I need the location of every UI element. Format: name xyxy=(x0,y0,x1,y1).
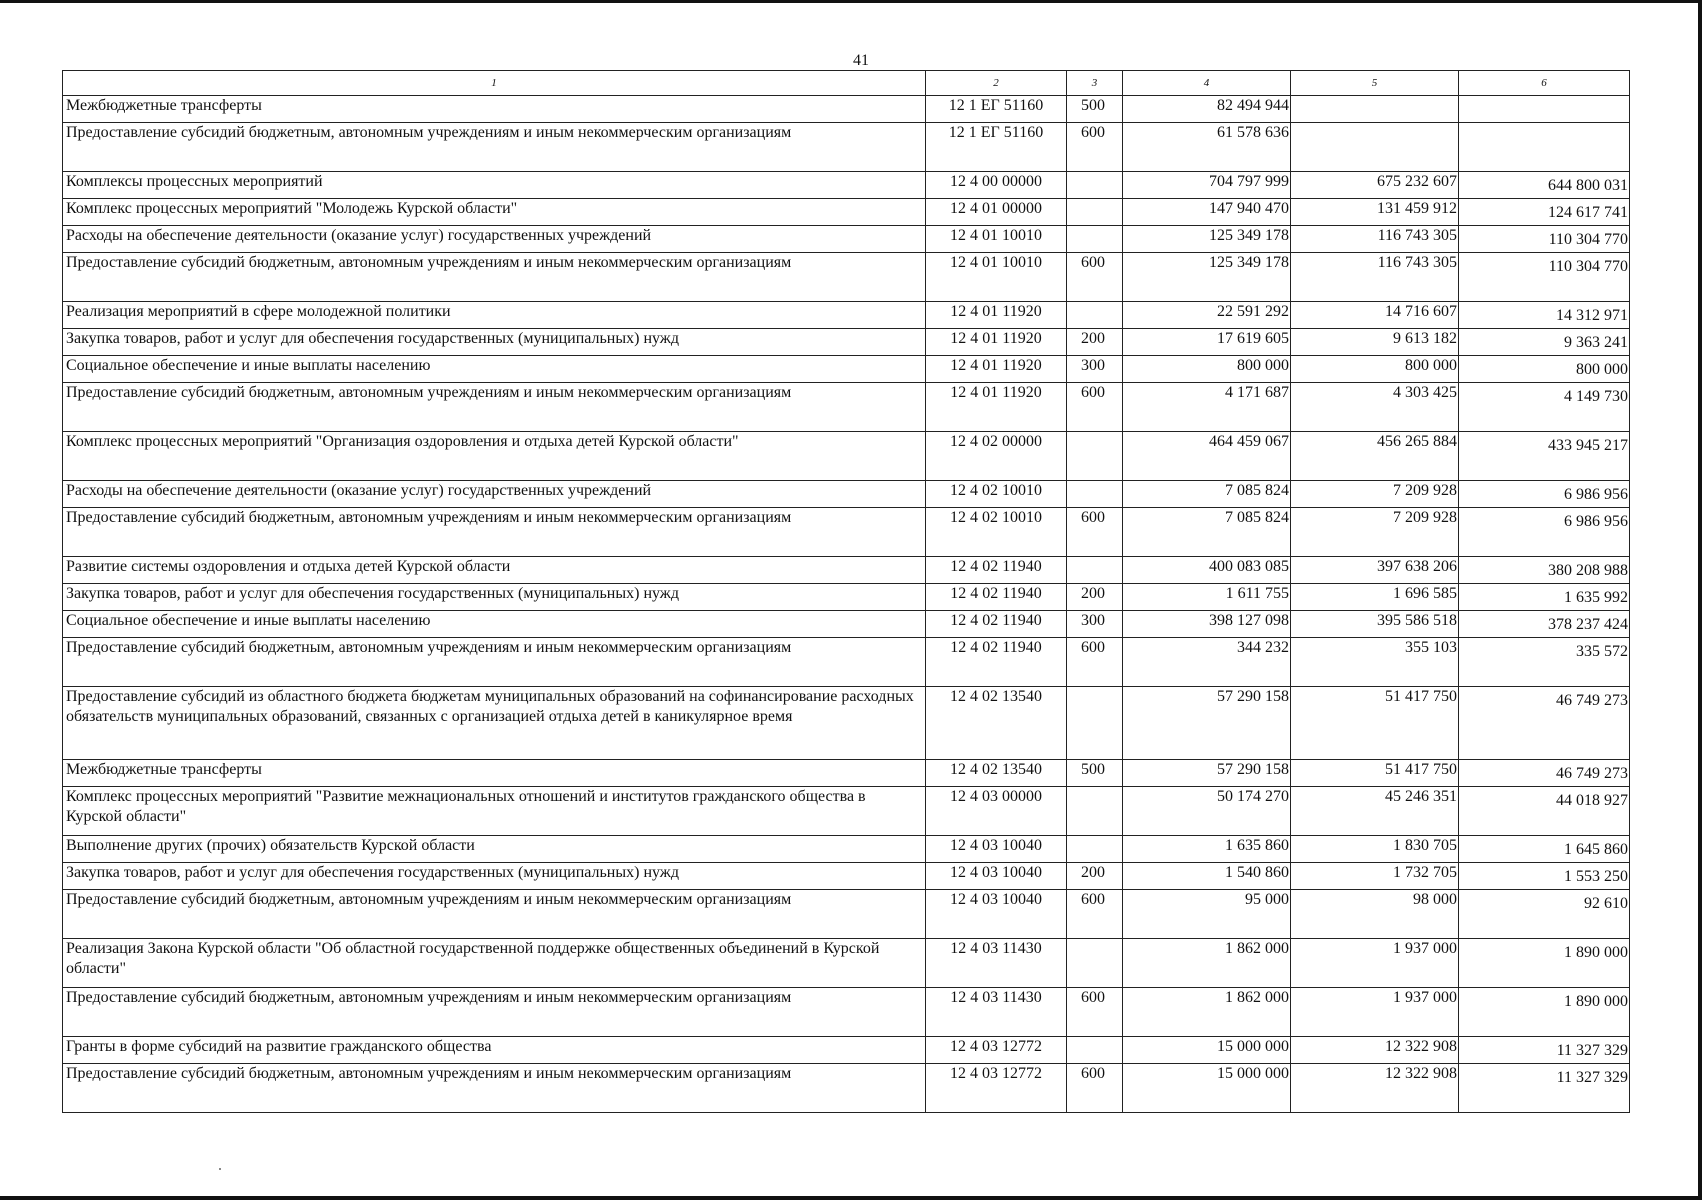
row-name-cell: Предоставление субсидий бюджетным, автономным учреждениям и иным некоммерческим организациям xyxy=(63,383,926,432)
row-value-6-cell: 46 749 273 xyxy=(1459,687,1630,760)
row-type-cell xyxy=(1067,787,1123,836)
row-code-cell: 12 4 03 10040 xyxy=(926,836,1067,863)
header-col-2: 2 xyxy=(926,71,1067,96)
row-name-cell: Комплекс процессных мероприятий "Организация оздоровления и отдыха детей Курской области" xyxy=(63,432,926,481)
row-value-5-cell: 4 303 425 xyxy=(1291,383,1459,432)
row-type-cell: 600 xyxy=(1067,123,1123,172)
row-code-cell: 12 4 02 11940 xyxy=(926,611,1067,638)
row-name-cell: Предоставление субсидий бюджетным, автономным учреждениям и иным некоммерческим организациям xyxy=(63,253,926,302)
row-code-cell: 12 1 ЕГ 51160 xyxy=(926,123,1067,172)
header-col-1: 1 xyxy=(63,71,926,96)
table-row xyxy=(63,226,1630,253)
row-value-4-cell: 704 797 999 xyxy=(1123,172,1291,199)
row-name-cell: Реализация Закона Курской области "Об областной государственной поддержке общественных объединений в Курской области" xyxy=(63,939,926,988)
row-type-cell xyxy=(1067,172,1123,199)
row-name-cell: Комплекс процессных мероприятий "Молодежь Курской области" xyxy=(63,199,926,226)
row-code-cell: 12 4 02 11940 xyxy=(926,557,1067,584)
header-col-3: 3 xyxy=(1067,71,1123,96)
table-row xyxy=(63,1064,1630,1113)
row-value-6-cell xyxy=(1459,96,1630,123)
row-value-5-cell: 1 696 585 xyxy=(1291,584,1459,611)
header-row xyxy=(63,71,1630,96)
row-value-6-cell xyxy=(1459,123,1630,172)
row-value-4-cell: 398 127 098 xyxy=(1123,611,1291,638)
row-type-cell: 600 xyxy=(1067,890,1123,939)
row-value-6-cell: 9 363 241 xyxy=(1459,329,1630,356)
row-name-cell: Предоставление субсидий бюджетным, автономным учреждениям и иным некоммерческим организациям xyxy=(63,123,926,172)
row-type-cell: 600 xyxy=(1067,988,1123,1037)
table-row xyxy=(63,253,1630,302)
row-value-6-cell: 433 945 217 xyxy=(1459,432,1630,481)
row-value-4-cell: 1 611 755 xyxy=(1123,584,1291,611)
row-value-4-cell: 1 540 860 xyxy=(1123,863,1291,890)
row-value-4-cell: 22 591 292 xyxy=(1123,302,1291,329)
table-row xyxy=(63,432,1630,481)
row-value-5-cell: 675 232 607 xyxy=(1291,172,1459,199)
row-code-cell: 12 4 01 11920 xyxy=(926,383,1067,432)
row-value-5-cell: 51 417 750 xyxy=(1291,760,1459,787)
row-type-cell xyxy=(1067,939,1123,988)
row-value-4-cell: 61 578 636 xyxy=(1123,123,1291,172)
table-row xyxy=(63,508,1630,557)
row-name-cell: Социальное обеспечение и иные выплаты населению xyxy=(63,611,926,638)
row-value-5-cell: 12 322 908 xyxy=(1291,1064,1459,1113)
row-value-4-cell: 95 000 xyxy=(1123,890,1291,939)
row-value-5-cell: 45 246 351 xyxy=(1291,787,1459,836)
table-row xyxy=(63,760,1630,787)
row-value-6-cell: 4 149 730 xyxy=(1459,383,1630,432)
row-value-4-cell: 1 862 000 xyxy=(1123,988,1291,1037)
table-row xyxy=(63,356,1630,383)
row-name-cell: Гранты в форме субсидий на развитие гражданского общества xyxy=(63,1037,926,1064)
row-value-6-cell: 1 645 860 xyxy=(1459,836,1630,863)
scan-border-bottom xyxy=(0,1196,1702,1200)
row-type-cell: 200 xyxy=(1067,584,1123,611)
row-type-cell: 500 xyxy=(1067,96,1123,123)
row-type-cell xyxy=(1067,432,1123,481)
row-value-4-cell: 147 940 470 xyxy=(1123,199,1291,226)
row-value-6-cell: 110 304 770 xyxy=(1459,226,1630,253)
row-type-cell: 300 xyxy=(1067,611,1123,638)
row-value-5-cell: 131 459 912 xyxy=(1291,199,1459,226)
row-code-cell: 12 4 01 11920 xyxy=(926,302,1067,329)
row-type-cell: 200 xyxy=(1067,329,1123,356)
table-row xyxy=(63,611,1630,638)
row-value-6-cell: 46 749 273 xyxy=(1459,760,1630,787)
row-type-cell: 600 xyxy=(1067,253,1123,302)
row-value-6-cell: 11 327 329 xyxy=(1459,1064,1630,1113)
row-value-6-cell: 335 572 xyxy=(1459,638,1630,687)
row-type-cell xyxy=(1067,687,1123,760)
row-value-6-cell: 378 237 424 xyxy=(1459,611,1630,638)
table-row xyxy=(63,383,1630,432)
row-code-cell: 12 4 01 10010 xyxy=(926,253,1067,302)
row-type-cell: 600 xyxy=(1067,508,1123,557)
row-code-cell: 12 4 02 11940 xyxy=(926,584,1067,611)
row-type-cell xyxy=(1067,199,1123,226)
row-value-4-cell: 125 349 178 xyxy=(1123,253,1291,302)
row-code-cell: 12 4 03 11430 xyxy=(926,988,1067,1037)
row-value-4-cell: 50 174 270 xyxy=(1123,787,1291,836)
row-type-cell: 300 xyxy=(1067,356,1123,383)
row-value-4-cell: 4 171 687 xyxy=(1123,383,1291,432)
row-name-cell: Предоставление субсидий бюджетным, автономным учреждениям и иным некоммерческим организациям xyxy=(63,508,926,557)
row-name-cell: Социальное обеспечение и иные выплаты населению xyxy=(63,356,926,383)
row-type-cell xyxy=(1067,481,1123,508)
row-name-cell: Предоставление субсидий бюджетным, автономным учреждениям и иным некоммерческим организациям xyxy=(63,638,926,687)
row-type-cell: 500 xyxy=(1067,760,1123,787)
row-type-cell xyxy=(1067,302,1123,329)
row-value-4-cell: 57 290 158 xyxy=(1123,687,1291,760)
row-value-4-cell: 1 862 000 xyxy=(1123,939,1291,988)
row-value-4-cell: 15 000 000 xyxy=(1123,1037,1291,1064)
table-row xyxy=(63,836,1630,863)
row-value-6-cell: 6 986 956 xyxy=(1459,481,1630,508)
row-value-5-cell: 395 586 518 xyxy=(1291,611,1459,638)
row-value-6-cell: 800 000 xyxy=(1459,356,1630,383)
table-row xyxy=(63,172,1630,199)
row-value-4-cell: 1 635 860 xyxy=(1123,836,1291,863)
row-value-6-cell: 1 890 000 xyxy=(1459,988,1630,1037)
row-value-6-cell: 6 986 956 xyxy=(1459,508,1630,557)
table-row xyxy=(63,302,1630,329)
row-value-5-cell: 116 743 305 xyxy=(1291,226,1459,253)
row-code-cell: 12 4 02 13540 xyxy=(926,687,1067,760)
table-row xyxy=(63,638,1630,687)
row-name-cell: Комплекс процессных мероприятий "Развитие межнациональных отношений и институтов гражданского общества в Курской области" xyxy=(63,787,926,836)
row-name-cell: Закупка товаров, работ и услуг для обеспечения государственных (муниципальных) нужд xyxy=(63,584,926,611)
row-value-4-cell: 57 290 158 xyxy=(1123,760,1291,787)
row-value-4-cell: 344 232 xyxy=(1123,638,1291,687)
row-value-5-cell xyxy=(1291,123,1459,172)
row-value-4-cell: 82 494 944 xyxy=(1123,96,1291,123)
row-code-cell: 12 4 01 11920 xyxy=(926,329,1067,356)
scan-border-right xyxy=(1698,0,1702,1200)
row-value-6-cell: 92 610 xyxy=(1459,890,1630,939)
row-value-5-cell: 51 417 750 xyxy=(1291,687,1459,760)
row-value-5-cell: 7 209 928 xyxy=(1291,481,1459,508)
row-value-5-cell: 9 613 182 xyxy=(1291,329,1459,356)
row-code-cell: 12 4 03 11430 xyxy=(926,939,1067,988)
row-type-cell: 600 xyxy=(1067,1064,1123,1113)
row-value-5-cell xyxy=(1291,96,1459,123)
row-code-cell: 12 4 00 00000 xyxy=(926,172,1067,199)
row-code-cell: 12 4 02 10010 xyxy=(926,481,1067,508)
row-value-6-cell: 11 327 329 xyxy=(1459,1037,1630,1064)
row-value-6-cell: 1 635 992 xyxy=(1459,584,1630,611)
row-name-cell: Предоставление субсидий из областного бюджета бюджетам муниципальных образований на софинансирование расходных обязательств муниципальных образований, связанных с организацией отдыха детей в каникулярное время xyxy=(63,687,926,760)
row-value-6-cell: 44 018 927 xyxy=(1459,787,1630,836)
row-value-4-cell: 125 349 178 xyxy=(1123,226,1291,253)
row-code-cell: 12 4 03 10040 xyxy=(926,890,1067,939)
row-name-cell: Выполнение других (прочих) обязательств Курской области xyxy=(63,836,926,863)
row-value-6-cell: 644 800 031 xyxy=(1459,172,1630,199)
row-name-cell: Предоставление субсидий бюджетным, автономным учреждениям и иным некоммерческим организациям xyxy=(63,890,926,939)
row-code-cell: 12 4 03 00000 xyxy=(926,787,1067,836)
row-code-cell: 12 4 02 10010 xyxy=(926,508,1067,557)
row-name-cell: Развитие системы оздоровления и отдыха детей Курской области xyxy=(63,557,926,584)
row-type-cell xyxy=(1067,1037,1123,1064)
row-value-5-cell: 456 265 884 xyxy=(1291,432,1459,481)
row-value-6-cell: 110 304 770 xyxy=(1459,253,1630,302)
row-name-cell: Расходы на обеспечение деятельности (оказание услуг) государственных учреждений xyxy=(63,226,926,253)
table-row xyxy=(63,687,1630,760)
header-col-4: 4 xyxy=(1123,71,1291,96)
table-row xyxy=(63,481,1630,508)
row-code-cell: 12 4 03 12772 xyxy=(926,1064,1067,1113)
scan-border-top xyxy=(0,0,1702,3)
row-value-5-cell: 1 830 705 xyxy=(1291,836,1459,863)
page-number: 41 xyxy=(853,52,869,69)
row-value-5-cell: 1 937 000 xyxy=(1291,939,1459,988)
row-value-6-cell: 1 553 250 xyxy=(1459,863,1630,890)
row-name-cell: Расходы на обеспечение деятельности (оказание услуг) государственных учреждений xyxy=(63,481,926,508)
row-value-5-cell: 12 322 908 xyxy=(1291,1037,1459,1064)
row-value-6-cell: 380 208 988 xyxy=(1459,557,1630,584)
table-row xyxy=(63,863,1630,890)
table-row xyxy=(63,557,1630,584)
row-value-4-cell: 7 085 824 xyxy=(1123,481,1291,508)
table-row xyxy=(63,939,1630,988)
row-value-4-cell: 17 619 605 xyxy=(1123,329,1291,356)
row-code-cell: 12 4 01 10010 xyxy=(926,226,1067,253)
row-value-5-cell: 1 937 000 xyxy=(1291,988,1459,1037)
row-code-cell: 12 4 03 12772 xyxy=(926,1037,1067,1064)
row-value-5-cell: 397 638 206 xyxy=(1291,557,1459,584)
row-value-4-cell: 15 000 000 xyxy=(1123,1064,1291,1113)
table-row xyxy=(63,96,1630,123)
row-name-cell: Предоставление субсидий бюджетным, автономным учреждениям и иным некоммерческим организациям xyxy=(63,1064,926,1113)
table-row xyxy=(63,199,1630,226)
row-type-cell xyxy=(1067,557,1123,584)
row-value-5-cell: 14 716 607 xyxy=(1291,302,1459,329)
row-type-cell: 200 xyxy=(1067,863,1123,890)
table-row xyxy=(63,890,1630,939)
table-row xyxy=(63,329,1630,356)
row-code-cell: 12 4 02 11940 xyxy=(926,638,1067,687)
table-row xyxy=(63,123,1630,172)
row-type-cell xyxy=(1067,836,1123,863)
row-value-5-cell: 7 209 928 xyxy=(1291,508,1459,557)
row-type-cell: 600 xyxy=(1067,638,1123,687)
row-code-cell: 12 4 02 13540 xyxy=(926,760,1067,787)
row-value-6-cell: 1 890 000 xyxy=(1459,939,1630,988)
row-code-cell: 12 4 01 11920 xyxy=(926,356,1067,383)
scan-speck xyxy=(219,1168,221,1170)
row-type-cell xyxy=(1067,226,1123,253)
row-value-5-cell: 1 732 705 xyxy=(1291,863,1459,890)
row-value-5-cell: 98 000 xyxy=(1291,890,1459,939)
table-row xyxy=(63,988,1630,1037)
row-code-cell: 12 4 01 00000 xyxy=(926,199,1067,226)
row-name-cell: Предоставление субсидий бюджетным, автономным учреждениям и иным некоммерческим организациям xyxy=(63,988,926,1037)
row-value-5-cell: 116 743 305 xyxy=(1291,253,1459,302)
row-name-cell: Реализация мероприятий в сфере молодежной политики xyxy=(63,302,926,329)
header-col-5: 5 xyxy=(1291,71,1459,96)
row-value-4-cell: 464 459 067 xyxy=(1123,432,1291,481)
row-value-4-cell: 7 085 824 xyxy=(1123,508,1291,557)
row-value-6-cell: 14 312 971 xyxy=(1459,302,1630,329)
row-code-cell: 12 1 ЕГ 51160 xyxy=(926,96,1067,123)
row-value-6-cell: 124 617 741 xyxy=(1459,199,1630,226)
row-code-cell: 12 4 02 00000 xyxy=(926,432,1067,481)
row-value-4-cell: 800 000 xyxy=(1123,356,1291,383)
row-name-cell: Закупка товаров, работ и услуг для обеспечения государственных (муниципальных) нужд xyxy=(63,863,926,890)
row-value-5-cell: 355 103 xyxy=(1291,638,1459,687)
row-type-cell: 600 xyxy=(1067,383,1123,432)
row-name-cell: Межбюджетные трансферты xyxy=(63,96,926,123)
table-row xyxy=(63,584,1630,611)
row-name-cell: Комплексы процессных мероприятий xyxy=(63,172,926,199)
table-row xyxy=(63,1037,1630,1064)
row-value-5-cell: 800 000 xyxy=(1291,356,1459,383)
row-value-4-cell: 400 083 085 xyxy=(1123,557,1291,584)
header-col-6: 6 xyxy=(1459,71,1630,96)
table-row xyxy=(63,787,1630,836)
row-name-cell: Закупка товаров, работ и услуг для обеспечения государственных (муниципальных) нужд xyxy=(63,329,926,356)
budget-table xyxy=(62,70,1630,1113)
row-code-cell: 12 4 03 10040 xyxy=(926,863,1067,890)
row-name-cell: Межбюджетные трансферты xyxy=(63,760,926,787)
